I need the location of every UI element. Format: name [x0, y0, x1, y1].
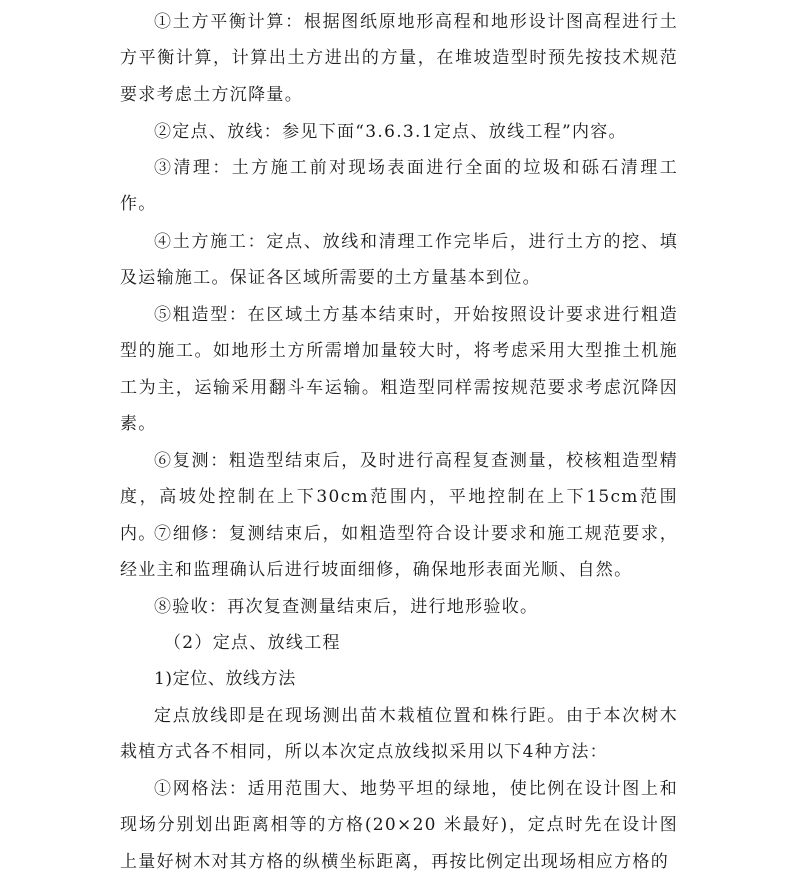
paragraph-earthwork-balance: ①土方平衡计算：根据图纸原地形高程和地形设计图高程进行土方平衡计算，计算出土方进出的方量，在堆坡造型时预先按技术规范要求考虑土方沉降量。: [120, 12, 678, 105]
paragraph-acceptance: ⑧验收：再次复查测量结束后，进行地形验收。: [154, 597, 539, 617]
subsection-heading-positioning-method: 1)定位、放线方法: [154, 669, 296, 689]
paragraph-staking-intro: 定点放线即是在现场测出苗木栽植位置和株行距。由于本次树木栽植方式各不相同，所以本次定点放线拟采用以下4种方法：: [120, 706, 678, 763]
paragraph-staking: ②定点、放线：参见下面“3.6.3.1定点、放线工程”内容。: [154, 122, 627, 142]
paragraph-fine-trimming: ⑦细修：复测结束后，如粗造型符合设计要求和施工规范要求，经业主和监理确认后进行坡面细修，确保地形表面光顺、自然。: [120, 524, 678, 581]
paragraph-earthwork-construction: ④土方施工：定点、放线和清理工作完毕后，进行土方的挖、填及运输施工。保证各区域所需要的土方量基本到位。: [120, 232, 678, 289]
paragraph-rough-shaping: ⑤粗造型：在区域土方基本结束时，开始按照设计要求进行粗造型的施工。如地形土方所需增加量较大时，将考虑采用大型推土机施工为主，运输采用翻斗车运输。粗造型同样需按规范要求考虑沉降因素。: [120, 305, 678, 434]
paragraph-grid-method: ①网格法：适用范围大、地势平坦的绿地，使比例在设计图上和现场分别划出距离相等的方格(20×20 米最好)，定点时先在设计图上量好树木对其方格的纵横坐标距离，再按比例定出现场相应方格的: [120, 779, 678, 872]
section-heading-staking-works: （2）定点、放线工程: [164, 633, 341, 653]
paragraph-resurvey: ⑥复测：粗造型结束后，及时进行高程复查测量，校核粗造型精度，高坡处控制在上下30cm范围内，平地控制在上下15cm范围内。: [120, 451, 678, 544]
paragraph-cleanup: ③清理：土方施工前对现场表面进行全面的垃圾和砾石清理工作。: [120, 158, 678, 215]
